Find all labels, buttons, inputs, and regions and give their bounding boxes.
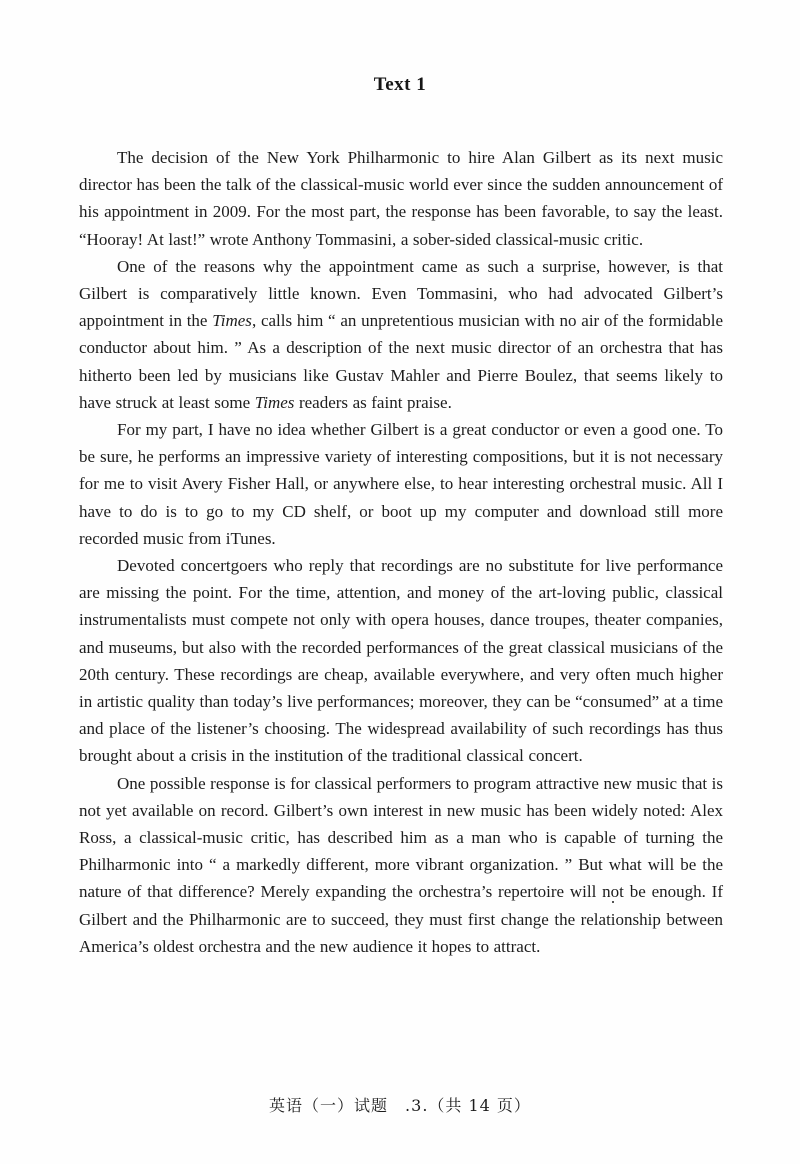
text-run: Devoted concertgoers who reply that recordings are no substitute for live performance are missing the point. For the time, attention, and money of the art-loving public, classical instrumentalists must compete not only with opera houses, dance troupes, theater companies, and museums, but also with the recorded performances of the great classical musicians of the 20th century. These recordings are cheap, available everywhere, and very often much higher in artistic quality than today’s live performances; moreover, they can be “consumed” at a time and place of the listener’s choosing. The widespread availability of such recordings has thus brought about a crisis in the institution of the traditional classical concert.	[79, 556, 723, 766]
paragraph-2	[79, 253, 723, 416]
italic-title: Times	[254, 392, 295, 412]
paragraph-3	[79, 416, 723, 552]
page-title: Text 1	[373, 74, 427, 95]
page-footer: 英语（一）试题 .3.（共 14 页）	[269, 1096, 531, 1115]
emphasized-word: not	[602, 882, 624, 902]
italic-title: Times	[212, 311, 252, 331]
text-run: For my part, I have no idea whether Gilbert is a great conductor or even a good one. To be sure, he performs an impressive variety of interesting compositions, but it is not necessary for me to visit Avery Fisher Hall, or anywhere else, to hear interesting orchestral music. All I have to do is to go to my CD shelf, or boot up my computer and download still more recorded music from iTunes.	[79, 420, 723, 548]
text-run: readers as faint praise.	[294, 392, 452, 412]
paragraph-5	[79, 770, 723, 960]
text-run: be enough. If Gilbert and the Philharmonic are to succeed, they must first change the relationship between America’s oldest orchestra and the new audience it hopes to attract.	[79, 882, 723, 956]
passage-body	[79, 144, 723, 960]
text-run: One of the reasons why the appointment came as such a surprise, however, is that Gilbert is comparatively little known. Even Tommasini, who had advocated Gilbert’s appointment in the	[79, 256, 723, 331]
paragraph-1	[79, 144, 723, 253]
text-run: The decision of the New York Philharmonic to hire Alan Gilbert as its next music director has been the talk of the classical-music world ever since the sudden announcement of his appointment in 2009. For the most part, the response has been favorable, to say the least. “Hooray! At last!” wrote Anthony Tommasini, a sober-sided classical-music critic.	[79, 148, 723, 249]
text-run: , calls him “ an unpretentious musician with no air of the formidable conductor about him. ” As a description of the next music director of an orchestra that has hitherto been led by musicians like Gustav Mahler and Pierre Boulez, that seems likely to have struck at least some	[79, 311, 723, 412]
paragraph-4	[79, 552, 723, 770]
text-run: One possible response is for classical performers to program attractive new music that is not yet available on record. Gilbert’s own interest in new music has been widely noted: Alex Ross, a classical-music critic, has described him as a man who is capable of turning the Philharmonic into “ a markedly different, more vibrant organization. ” But what will be the nature of that difference? Merely expanding the orchestra’s repertoire will	[79, 773, 723, 902]
